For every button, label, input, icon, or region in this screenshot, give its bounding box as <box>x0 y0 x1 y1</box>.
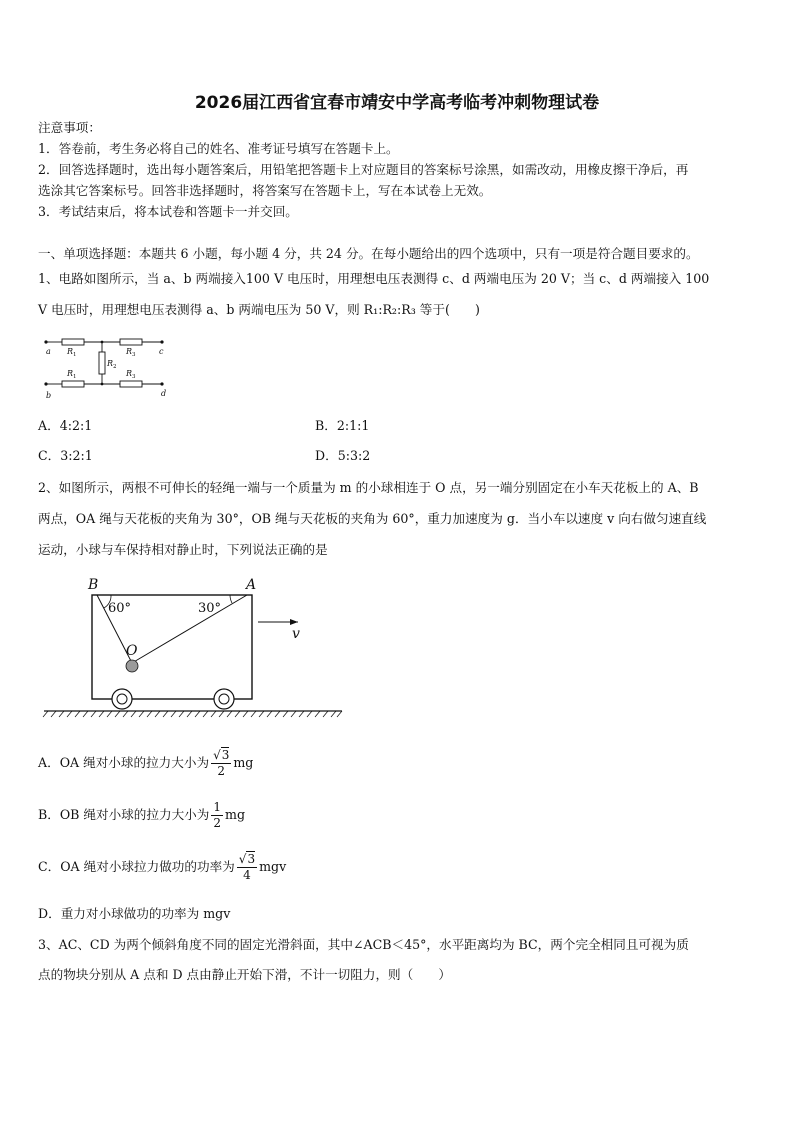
q3-text-line2: 点的物块分别从 A 点和 D 点由静止开始下滑，不计一切阻力，则（ ） <box>38 967 452 982</box>
label-point-a: A <box>246 577 257 593</box>
q3-text-line1: 3、AC、CD 为两个倾斜角度不同的固定光滑斜面，其中∠ACB＜45°，水平距离均为 BC，两个完全相同且可视为质 <box>38 937 689 952</box>
label-r3-lower: R <box>126 369 133 378</box>
q2-option-b-prefix: B．OB 绳对小球的拉力大小为 <box>38 807 210 822</box>
sub-r1-lower: 1 <box>73 374 77 380</box>
q2-option-b-fraction <box>211 800 223 831</box>
label-b: b <box>46 391 52 400</box>
q2-option-c-prefix: C．OA 绳对小球拉力做功的功率为 <box>38 859 235 874</box>
q1-option-a: A．4:2:1 <box>38 418 93 433</box>
q2-option-a-suffix: mg <box>233 755 254 770</box>
sub-r3: 3 <box>132 352 136 358</box>
q2-text-line1: 2、如图所示，两根不可伸长的轻绳一端与一个质量为 m 的小球相连于 O 点，另一端分别固定在小车天花板上的 A、B <box>38 480 699 495</box>
q1-circuit-diagram <box>40 330 180 402</box>
label-point-b: B <box>88 577 99 593</box>
label-r1: R <box>67 347 74 356</box>
q2-option-a-fraction: $\frac{√3}{2}$ <box>213 748 230 778</box>
q2-option-b-den: 2 <box>213 816 222 830</box>
label-d: d <box>161 389 167 398</box>
q2-option-b <box>38 800 245 831</box>
notice-item-3: 3．考试结束后，将本试卷和答题卡一并交回。 <box>38 204 298 219</box>
q1-text-line1: 1、电路如图所示，当 a、b 两端接入100 V 电压时，用理想电压表测得 c、d 两端电压为 20 V；当 c、d 两端接入 100 <box>38 271 710 286</box>
q2-option-a <box>38 748 253 779</box>
q2-option-c-fraction: $\frac{√3}{4}$ <box>238 852 256 882</box>
label-velocity: v <box>292 626 300 642</box>
label-angle-60: 60° <box>108 601 132 616</box>
q1-option-c: C．3:2:1 <box>38 448 93 463</box>
q1-option-b: B．2:1:1 <box>315 418 370 433</box>
q2-option-a-prefix: A．OA 绳对小球的拉力大小为 <box>38 755 210 770</box>
notice-item-2-cont: 选涂其它答案标号。回答非选择题时，将答案写在答题卡上，写在本试卷上无效。 <box>38 183 492 198</box>
label-r3: R <box>126 347 133 356</box>
page-title: 2026届江西省宜春市靖安中学高考临考冲刺物理试卷 <box>194 93 600 113</box>
notice-item-1: 1．答卷前，考生务必将自己的姓名、准考证号填写在答题卡上。 <box>38 141 399 156</box>
q1-text-line2: V 电压时，用理想电压表测得 a、b 两端电压为 50 V，则 R₁:R₂:R₃ 等于( ) <box>38 302 480 317</box>
q2-option-b-num: 1 <box>213 800 222 814</box>
label-a: a <box>46 347 51 356</box>
label-r1-lower: R <box>67 369 74 378</box>
q1-option-d: D．5:3:2 <box>315 448 371 463</box>
label-point-o: O <box>126 643 138 659</box>
label-c: c <box>159 347 164 356</box>
notice-heading: 注意事项： <box>38 120 101 135</box>
q2-option-c-suffix: mgv <box>259 859 287 874</box>
q2-option-d: D．重力对小球做功的功率为 mgv <box>38 906 231 921</box>
q2-cart-figure <box>40 575 350 723</box>
sub-r1: 1 <box>73 352 77 358</box>
section-heading: 一、单项选择题：本题共 6 小题，每小题 4 分，共 24 分。在每小题给出的四个选项中，只有一项是符合题目要求的。 <box>38 246 699 261</box>
q2-option-c <box>38 852 286 883</box>
q2-option-c-den: 4 <box>243 868 251 882</box>
q2-option-a-den: 2 <box>217 764 226 778</box>
q2-text-line2: 两点，OA 绳与天花板的夹角为 30°，OB 绳与天花板的夹角为 60°，重力加速度为 g．当小车以速度 v 向右做匀速直线 <box>38 511 707 526</box>
q2-option-b-suffix: mg <box>225 807 246 822</box>
sub-r3-lower: 3 <box>132 374 136 380</box>
q2-option-c-num: 3 <box>247 852 256 866</box>
label-angle-30: 30° <box>198 601 222 616</box>
sub-r2: 2 <box>113 364 117 370</box>
notice-item-2: 2．回答选择题时，选出每小题答案后，用铅笔把答题卡上对应题目的答案标号涂黑，如需改动，用橡皮擦干净后，再 <box>38 162 689 177</box>
q2-option-a-num: 3 <box>221 748 230 762</box>
q2-text-line3: 运动，小球与车保持相对静止时，下列说法正确的是 <box>38 542 328 557</box>
label-r2: R <box>107 359 114 368</box>
